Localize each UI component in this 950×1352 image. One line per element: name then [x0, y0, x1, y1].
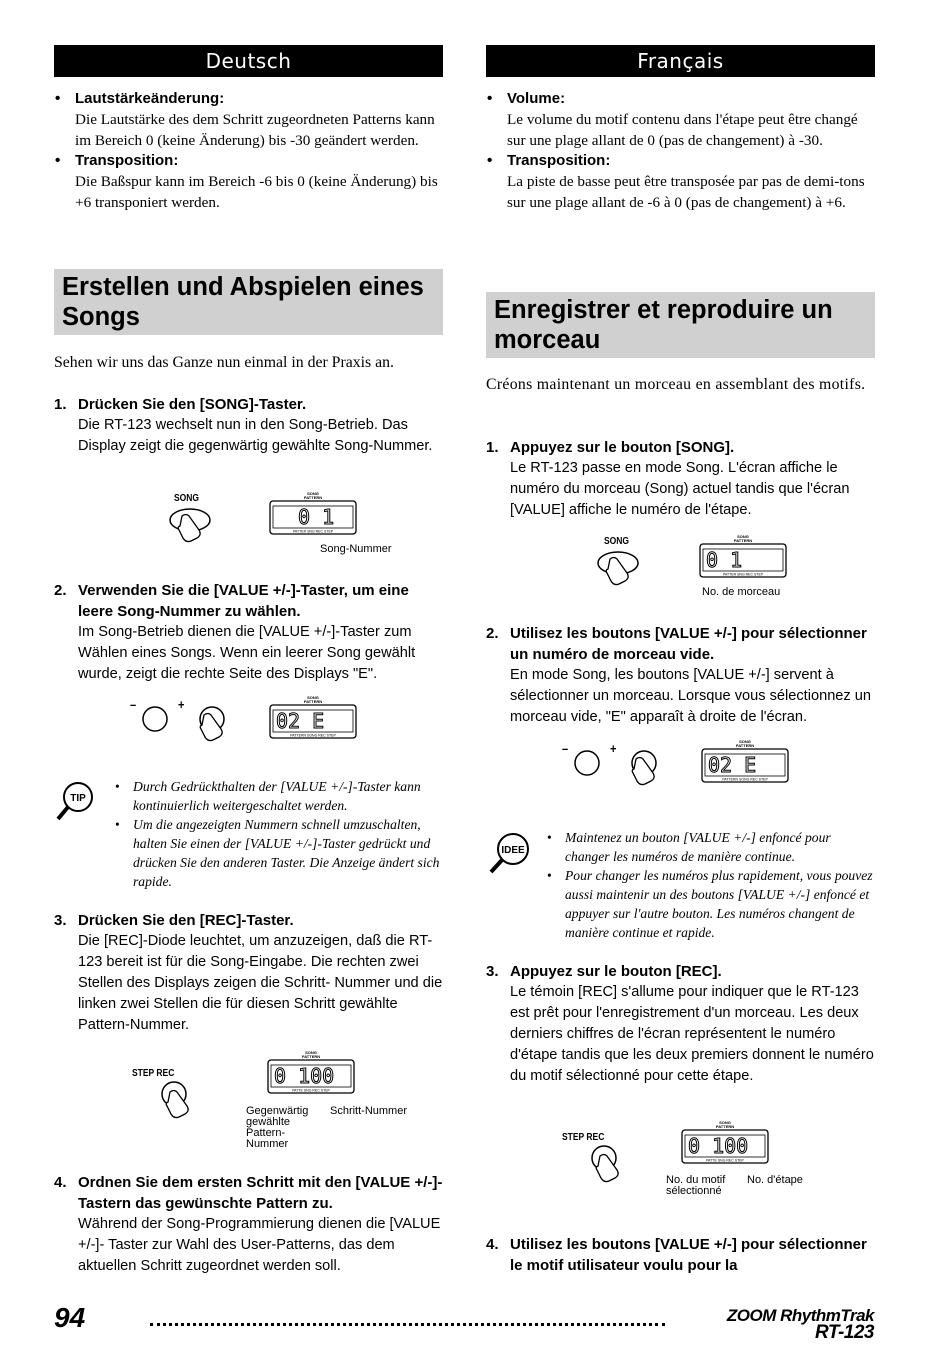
bullet-head: Lautstärkeänderung: [75, 90, 225, 107]
step-number: 4. [54, 1174, 67, 1191]
figure-step-rec [132, 1050, 442, 1150]
step-body: En mode Song, les boutons [VALUE +/-] servent à sélectionner un morceau. Lorsque vous sélectionnez un morceau vide, "E" apparaît à droite de l'écran. [510, 667, 872, 725]
svg-text:0 1: 0 1 [298, 505, 335, 529]
step-number: 3. [54, 912, 67, 929]
tip-item: • Durch Gedrückthalten der [VALUE +/-]-Taster kann kontinuierlich weitergeschaltet werden. [114, 777, 443, 815]
page-number: 94 [54, 1302, 86, 1333]
lcd-display-icon [698, 534, 788, 578]
figure-caption: Song-Nummer [320, 543, 392, 555]
bullet-head: Transposition: [507, 152, 611, 170]
figure-value-buttons [128, 695, 428, 755]
svg-text:SONG: SONG [739, 739, 751, 744]
svg-text:02 E: 02 E [708, 753, 757, 777]
footer-divider [150, 1323, 665, 1326]
svg-text:PATTERN SONG REC STEP: PATTERN SONG REC STEP [722, 777, 768, 782]
bullet-item: • Transposition: Die Baßspur kann im Bereich -6 bis 0 (keine Änderung) bis +6 transponiert werden. [54, 151, 443, 213]
song-label: SONG [604, 536, 630, 547]
svg-text:PATTER SNG REC STEP: PATTER SNG REC STEP [722, 572, 764, 577]
step-number: 1. [486, 439, 499, 456]
step-2 [54, 580, 443, 685]
figure-caption-left: Gegenwärtig gewählte Pattern-Nummer [246, 1105, 309, 1150]
figure-song-button [594, 534, 854, 604]
step-heading: Drücken Sie den [SONG]-Taster. [78, 396, 307, 413]
bullet-list [54, 89, 443, 214]
svg-text:SONG: SONG [737, 534, 749, 539]
minus-label: – [130, 697, 137, 712]
svg-text:PATTERN: PATTERN [733, 538, 753, 543]
bullet-head: Volume: [507, 90, 566, 107]
svg-text:SONG: SONG [307, 491, 319, 496]
tip-box [486, 828, 875, 942]
figure-caption-right: No. d'étape [747, 1174, 803, 1186]
svg-text:PATTERN: PATTERN [303, 495, 323, 500]
idee-icon [486, 832, 534, 874]
svg-text:0 100: 0 100 [688, 1134, 749, 1158]
svg-text:IDEE: IDEE [501, 845, 525, 856]
plus-label: + [610, 741, 617, 756]
tip-item: • Um die angezeigten Nummern schnell umzuschalten, halten Sie einen der [VALUE +/-]-Taster gedrückt und drücken Sie den anderen Taster. Die Anzeige ändert sich rapide. [114, 815, 443, 891]
step-body: Le témoin [REC] s'allume pour indiquer que le RT-123 est prêt pour l'enregistrement d'un morceau. Les deux derniers chiffres de l'écran représentent le numéro d'étape tandis que les deux premiers donnent le numéro du motif sélectionné pour cette étape. [510, 984, 874, 1084]
bullet-head: Transposition: [75, 152, 179, 170]
step-1 [54, 394, 443, 457]
minus-label: – [562, 741, 569, 756]
step-body: Im Song-Betrieb dienen die [VALUE +/-]-Taster zum Wählen eines Songs. Wenn ein leerer Song gewählt wurde, zeigt die rechte Seite des Displays "E". [78, 624, 416, 682]
step-body: Die RT-123 wechselt nun in den Song-Betrieb. Das Display zeigt die gegenwärtig gewählte Song-Nummer. [78, 417, 433, 454]
step-4 [486, 1234, 875, 1276]
tip-item: • Pour changer les numéros plus rapidement, vous pouvez aussi maintenir un des boutons [VALUE +/-] enfoncé et appuyer sur l'autre bouton. Les numéros changent de manière continue et rapide. [546, 866, 875, 942]
step-heading: Utilisez les boutons [VALUE +/-] pour sélectionner un numéro de morceau vide. [510, 625, 867, 663]
tip-item: • Maintenez un bouton [VALUE +/-] enfoncé pour changer les numéros de manière continue. [546, 828, 875, 866]
step-heading: Drücken Sie den [REC]-Taster. [78, 912, 294, 929]
column-francais [486, 45, 875, 1274]
bullet-item: • Lautstärkeänderung: Die Lautstärke des dem Schritt zugeordneten Patterns kann im Bereich 0 (keine Änderung) bis -30 geändert werden. [54, 89, 443, 151]
svg-text:0 1: 0 1 [706, 548, 743, 572]
step-3 [486, 961, 875, 1087]
svg-text:0 100: 0 100 [274, 1064, 335, 1088]
bullet-item: • Volume: Le volume du motif contenu dans l'étape peut être changé sur une plage allant de 0 (pas de changement) à -30. [486, 89, 875, 151]
intro-text: Créons maintenant un morceau en assemblant des motifs. [486, 376, 866, 393]
step-body: Die [REC]-Diode leuchtet, um anzuzeigen, daß die RT-123 bereit ist für die Song-Eingabe. Die rechten zwei Stellen des Displays zeigen die Schritt- Nummer und die linken zwei Stellen die für diesen Schritt gewählte Pattern-Nummer. [78, 933, 443, 1033]
step-4 [54, 1172, 443, 1277]
step-heading: Utilisez les boutons [VALUE +/-] pour sélectionner le motif utilisateur voulu pour la [510, 1236, 867, 1274]
section-heading: Erstellen und Abspielen eines Songs [54, 269, 443, 335]
svg-text:PATTERN: PATTERN [303, 699, 323, 704]
lcd-display-icon [680, 1120, 770, 1164]
bullet-body: Die Baßspur kann im Bereich -6 bis 0 (keine Änderung) bis +6 transponiert werden. [75, 173, 438, 211]
figure-song-button [164, 491, 424, 561]
bullet-body: La piste de basse peut être transposée par pas de demi-tons sur une plage allant de -6 à 0 (pas de changement) à +6. [507, 173, 865, 211]
svg-text:PATTERN: PATTERN [301, 1054, 321, 1059]
figure-caption: No. de morceau [702, 586, 781, 598]
svg-text:02 E: 02 E [276, 709, 325, 733]
step-rec-button-icon [588, 1144, 634, 1184]
bullet-list [486, 89, 875, 214]
step-3 [54, 910, 443, 1036]
tip-list [486, 828, 875, 942]
svg-text:PATTERN: PATTERN [715, 1124, 735, 1129]
steprec-label: STEP REC [562, 1132, 605, 1143]
column-deutsch [54, 45, 443, 1274]
figure-caption-left: No. du motif sélectionné [666, 1174, 726, 1197]
svg-text:SONG: SONG [305, 1050, 317, 1055]
lcd-display-icon [268, 491, 358, 535]
svg-text:PATTER SNG REC STEP: PATTER SNG REC STEP [292, 529, 334, 534]
brand-line-1: ZOOM RhythmTrak [726, 1306, 874, 1325]
lcd-display-icon [700, 739, 790, 783]
bullet-item: • Transposition: La piste de basse peut être transposée par pas de demi-tons sur une plage allant de -6 à 0 (pas de changement) à +6. [486, 151, 875, 213]
step-body: Le RT-123 passe en mode Song. L'écran affiche le numéro du morceau (Song) actuel tandis que l'écran [VALUE] affiche le numéro de l'étape. [510, 460, 850, 518]
step-heading: Appuyez sur le bouton [SONG]. [510, 439, 735, 456]
step-heading: Appuyez sur le bouton [REC]. [510, 963, 722, 980]
song-button-icon [596, 549, 642, 589]
lcd-display-icon [266, 1050, 356, 1094]
intro-text: Sehen wir uns das Ganze nun einmal in der Praxis an. [54, 354, 394, 371]
figure-step-rec [562, 1120, 872, 1220]
section-heading: Enregistrer et reproduire un morceau [486, 292, 875, 358]
brand-line-2: RT-123 [815, 1322, 874, 1343]
lcd-display-icon [268, 695, 358, 739]
bullet-body: Le volume du motif contenu dans l'étape peut être changé sur une plage allant de 0 (pas de changement) à -30. [507, 110, 858, 149]
step-body: Während der Song-Programmierung dienen die [VALUE +/-]- Taster zur Wahl des User-Patterns, das dem aktuellen Schritt zugeordnet werden soll. [78, 1216, 441, 1274]
brand-logo [690, 1307, 874, 1341]
language-header: Français [486, 45, 875, 77]
steprec-label: STEP REC [132, 1068, 175, 1079]
step-rec-button-icon [158, 1080, 204, 1120]
bullet-body: Die Lautstärke des dem Schritt zugeordneten Patterns kann im Bereich 0 (keine Änderung) bis -30 geändert werden. [75, 110, 435, 149]
step-heading: Ordnen Sie dem ersten Schritt mit den [VALUE +/-]-Tastern das gewünschte Pattern zu. [78, 1174, 443, 1212]
song-button-icon [168, 506, 214, 546]
step-2 [486, 623, 875, 728]
step-1 [486, 437, 875, 521]
svg-text:PATTE SNG REC STEP: PATTE SNG REC STEP [292, 1088, 330, 1093]
song-label: SONG [174, 493, 200, 504]
svg-text:SONG: SONG [719, 1120, 731, 1125]
tip-box [54, 777, 443, 891]
svg-text:PATTERN: PATTERN [735, 743, 755, 748]
figure-value-buttons [560, 739, 860, 799]
step-number: 4. [486, 1236, 499, 1253]
step-number: 2. [54, 582, 67, 599]
step-number: 2. [486, 625, 499, 642]
step-number: 1. [54, 396, 67, 413]
svg-text:TIP: TIP [70, 793, 86, 804]
step-number: 3. [486, 963, 499, 980]
svg-text:SONG: SONG [307, 695, 319, 700]
tip-icon [54, 781, 98, 821]
value-buttons-icon [138, 705, 238, 745]
value-buttons-icon [570, 749, 670, 789]
language-header: Deutsch [54, 45, 443, 77]
svg-text:PATTERN SONG REC STEP: PATTERN SONG REC STEP [290, 733, 336, 738]
plus-label: + [178, 697, 185, 712]
step-heading: Verwenden Sie die [VALUE +/-]-Taster, um eine leere Song-Nummer zu wählen. [78, 582, 409, 620]
tip-list [54, 777, 443, 891]
figure-caption-right: Schritt-Nummer [330, 1105, 408, 1117]
svg-text:PATTE SNG REC STEP: PATTE SNG REC STEP [706, 1158, 744, 1163]
